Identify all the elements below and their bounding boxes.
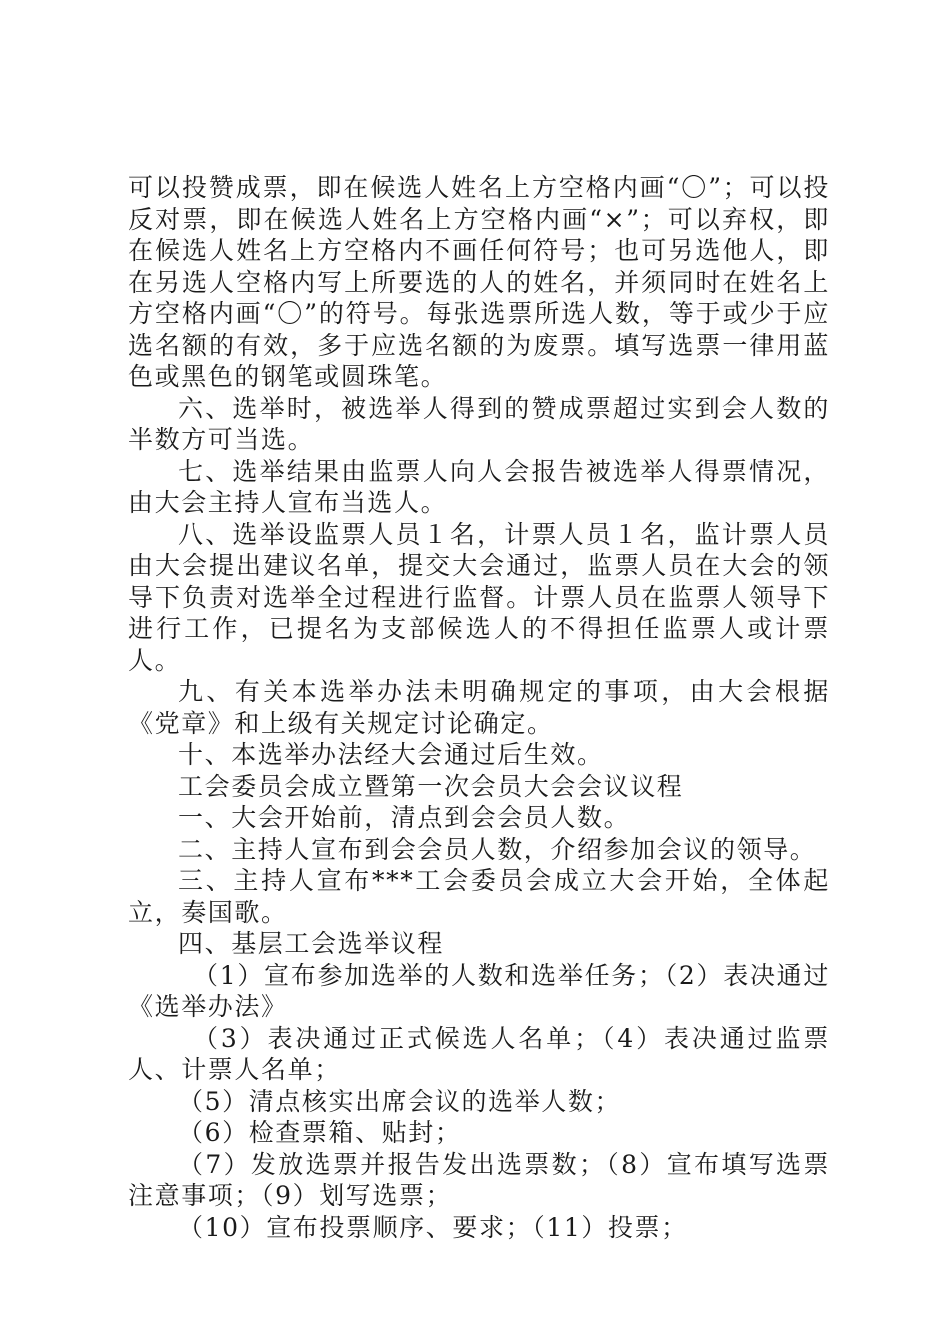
election-step-6: （6）检查票箱、贴封；: [178, 1118, 462, 1147]
election-step-5: （5）清点核实出席会议的选举人数；: [178, 1086, 622, 1116]
paragraph-item-6: 六、选举时，被选举人得到的赞成票超过实到会人数的半数方可当选。: [128, 393, 830, 454]
election-step-10-11: （10）宣布投票顺序、要求；（11）投票；: [178, 1212, 688, 1242]
paragraph-item-7: 七、选举结果由监票人向人会报告被选举人得票情况，由大会主持人宣布当选人。: [128, 456, 830, 517]
paragraph-item-10: 十、本选举办法经大会通过后生效。: [178, 740, 604, 769]
election-step-1-2: （1）宣布参加选举的人数和选举任务；（2）表决通过《选举办法》: [128, 960, 830, 1021]
agenda-item-1: 一、大会开始前，清点到会会员人数。: [178, 803, 631, 832]
agenda-item-2: 二、主持人宣布到会会员人数，介绍参加会议的领导。: [178, 834, 817, 864]
document-body: [128, 172, 830, 1243]
section-heading-agenda: 工会委员会成立暨第一次会员大会会议议程: [178, 771, 684, 801]
agenda-item-4: 四、基层工会选举议程: [178, 929, 445, 958]
paragraph-item-8: 八、选举设监票人员１名，计票人员１名，监计票人员由大会提出建议名单，提交大会通过，监票人员在大会的领导下负责对选举全过程进行监督。计票人员在监票人领导下进行工作，已提名为支部候选人的不得担任监票人或计票人。: [128, 519, 830, 675]
agenda-item-3: 三、主持人宣布***工会委员会成立大会开始，全体起立，奏国歌。: [128, 866, 830, 927]
election-step-3-4: （3）表决通过正式候选人名单；（4）表决通过监票人、计票人名单；: [128, 1023, 830, 1084]
election-step-7-9: （7）发放选票并报告发出选票数；（8）宣布填写选票注意事项；（9）划写选票；: [128, 1149, 830, 1210]
paragraph-ballot-marking: 可以投赞成票，即在候选人姓名上方空格内画“〇”；可以投反对票，即在候选人姓名上方空格内画“×”；可以弃权，即在候选人姓名上方空格内不画任何符号；也可另选他人，即在另选人空格内写上所要选的人的姓名，并须同时在姓名上方空格内画“〇”的符号。每张选票所选人数，等于或少于应选名额的有效，多于应选名额的为废票。填写选票一律用蓝色或黑色的钢笔或圆珠笔。: [128, 173, 830, 391]
paragraph-item-9: 九、有关本选举办法未明确规定的事项，由大会根据《党章》和上级有关规定讨论确定。: [128, 677, 830, 738]
